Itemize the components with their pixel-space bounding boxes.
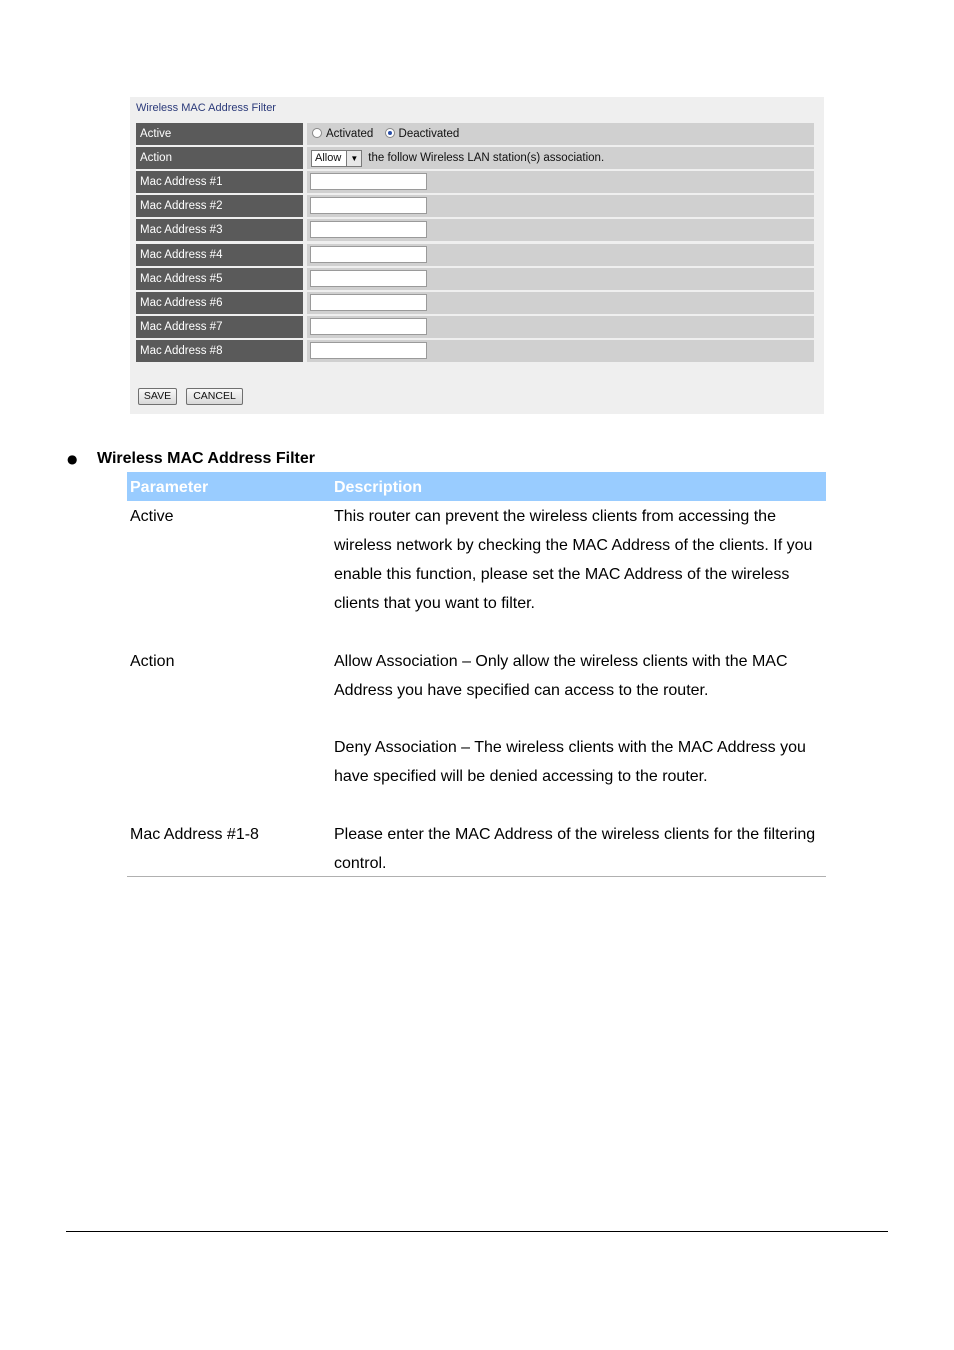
description-cell: Please enter the MAC Address of the wireless clients for the filtering control. xyxy=(334,826,816,872)
mac-label: Mac Address #4 xyxy=(136,244,303,266)
mac-row xyxy=(136,244,814,266)
section-title: Wireless MAC Address Filter xyxy=(97,450,315,467)
description-cell: Allow Association – Only allow the wireless clients with the MAC Address you have specified can access to the router. xyxy=(334,653,788,699)
param-cell: Active xyxy=(130,508,174,525)
action-select-value: Allow xyxy=(315,152,342,164)
table-header xyxy=(127,472,826,501)
mac-label: Mac Address #5 xyxy=(136,268,303,290)
mac-row xyxy=(136,195,814,217)
mac-value-cell xyxy=(307,195,814,217)
mac-address-input[interactable] xyxy=(310,173,427,190)
active-row xyxy=(136,123,814,145)
mac-address-input[interactable] xyxy=(310,197,427,214)
table-bottom-border xyxy=(127,876,826,877)
mac-value-cell xyxy=(307,292,814,314)
mac-address-input[interactable] xyxy=(310,318,427,335)
mac-value-cell xyxy=(307,268,814,290)
mac-label: Mac Address #3 xyxy=(136,219,303,241)
save-button[interactable]: SAVE xyxy=(138,388,177,405)
bullet-point: ● xyxy=(67,452,78,466)
mac-value-cell xyxy=(307,244,814,266)
mac-label: Mac Address #1 xyxy=(136,171,303,193)
mac-label: Mac Address #8 xyxy=(136,340,303,362)
param-cell: Action xyxy=(130,653,175,670)
deactivated-radio[interactable] xyxy=(385,128,395,138)
active-value xyxy=(307,123,814,145)
mac-row xyxy=(136,340,814,362)
mac-value-cell xyxy=(307,171,814,193)
mac-value-cell xyxy=(307,219,814,241)
mac-address-input[interactable] xyxy=(310,294,427,311)
cancel-button[interactable]: CANCEL xyxy=(186,388,243,405)
mac-label: Mac Address #6 xyxy=(136,292,303,314)
footer-rule xyxy=(66,1231,888,1232)
action-row xyxy=(136,147,814,169)
action-select[interactable] xyxy=(311,150,362,167)
mac-filter-panel xyxy=(130,97,824,414)
mac-value-cell xyxy=(307,340,814,362)
action-description: the follow Wireless LAN station(s) association. xyxy=(368,152,605,164)
activated-radio-label: Activated xyxy=(326,128,374,140)
mac-label: Mac Address #7 xyxy=(136,316,303,338)
param-cell: Mac Address #1-8 xyxy=(130,826,259,843)
header-parameter: Parameter xyxy=(130,479,209,496)
action-value xyxy=(307,147,814,169)
activated-radio[interactable] xyxy=(312,128,322,138)
mac-address-input[interactable] xyxy=(310,246,427,263)
action-label: Action xyxy=(136,147,303,169)
description-cell: This router can prevent the wireless clients from accessing the wireless network by checking the MAC Address of the clients. If you enable this function, please set the MAC Address of the wireless clients that you want to filter. xyxy=(334,508,813,612)
mac-row xyxy=(136,292,814,314)
deactivated-radio-label: Deactivated xyxy=(398,128,460,140)
mac-label: Mac Address #2 xyxy=(136,195,303,217)
mac-address-input[interactable] xyxy=(310,221,427,238)
mac-row xyxy=(136,268,814,290)
chevron-down-icon[interactable]: ▼ xyxy=(346,151,361,166)
mac-address-input[interactable] xyxy=(310,270,427,287)
mac-value-cell xyxy=(307,316,814,338)
mac-row xyxy=(136,171,814,193)
mac-row xyxy=(136,219,814,241)
active-label: Active xyxy=(136,123,303,145)
description-cell: Deny Association – The wireless clients with the MAC Address you have specified will be denied accessing to the router. xyxy=(334,739,806,785)
panel-title: Wireless MAC Address Filter xyxy=(136,102,276,114)
header-description: Description xyxy=(334,479,423,496)
mac-row xyxy=(136,316,814,338)
mac-address-input[interactable] xyxy=(310,342,427,359)
